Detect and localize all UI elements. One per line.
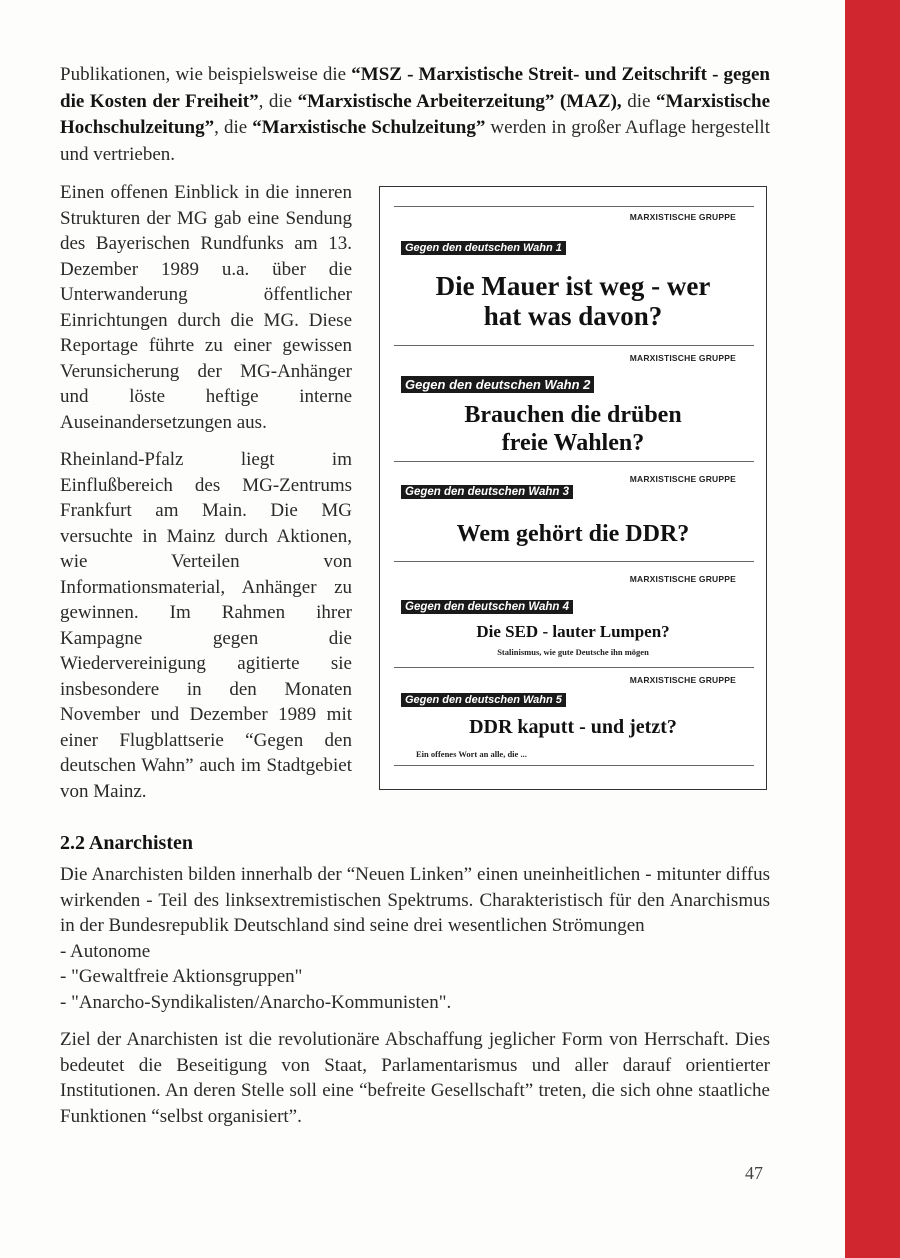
list-item: - "Anarcho-Syndikalisten/Anarcho-Kommunisten". <box>60 991 452 1013</box>
leaflet-org: MARXISTISCHE GRUPPE <box>629 353 736 363</box>
leaflet-divider <box>394 345 754 346</box>
page-number: 47 <box>745 1163 763 1183</box>
leaflet-tag: Gegen den deutschen Wahn 2 <box>401 376 594 393</box>
leaflet-headline: Wem gehört die DDR? <box>456 521 690 547</box>
leaflet-divider <box>394 765 754 766</box>
section-heading: 2.2 Anarchisten <box>60 832 193 854</box>
red-edge-bar <box>845 0 900 1258</box>
leaflet-tag: Gegen den deutschen Wahn 3 <box>401 485 573 499</box>
section-paragraph-2: Ziel der Anarchisten ist die revolutionäre Abschaffung jeglicher Form von Herrschaft. Dies bedeutet die Beseitigung von Staat, Parlamentarismus und aller darauf orientierter Institutionen. An deren Stelle soll eine “befreite Gesellschaft” treten, die sich ohne staatliche Funktionen “selbst organisiert”. <box>60 1029 770 1127</box>
leaflet-org: MARXISTISCHE GRUPPE <box>629 212 736 222</box>
leaflet-tag: Gegen den deutschen Wahn 4 <box>401 600 573 614</box>
leaflet-headline: Die SED - lauter Lumpen? <box>476 622 670 641</box>
leaflet-subline: Ein offenes Wort an alle, die ... <box>416 749 527 759</box>
leaflet-collage <box>379 186 767 790</box>
leaflet-headline: DDR kaputt - und jetzt? <box>469 716 677 738</box>
leaflet-subline: Stalinismus, wie gute Deutsche ihn mögen <box>497 647 649 657</box>
leaflet-headline: Brauchen die drüben freie Wahlen? <box>464 402 682 456</box>
leaflet-divider <box>394 561 754 562</box>
list-item: - "Gewaltfreie Aktionsgruppen" <box>60 966 303 987</box>
intro-paragraph: Publikationen, wie beispielsweise die “MSZ - Marxistische Streit- und Zeitschrift - gegen die Kosten der Freiheit”, die “Marxistische Arbeiterzeitung” (MAZ), die “Marxistische Hochschulzeitung”, die “Marxistische Schulzeitung” werden in großer Auflage hergestellt und vertrieben. <box>60 64 771 165</box>
leaflet-tag: Gegen den deutschen Wahn 5 <box>401 693 566 707</box>
left-column-text <box>60 180 352 816</box>
leaflet-org: MARXISTISCHE GRUPPE <box>629 574 736 584</box>
leaflet-org: MARXISTISCHE GRUPPE <box>629 474 736 484</box>
leaflet-headline: Die Mauer ist weg - wer hat was davon? <box>435 271 711 331</box>
leaflet-divider <box>394 667 754 668</box>
leaflet-tag: Gegen den deutschen Wahn 1 <box>401 241 566 255</box>
currents-list <box>60 939 770 1016</box>
anarchists-section <box>60 862 770 1141</box>
leaflet-org: MARXISTISCHE GRUPPE <box>629 675 736 685</box>
left-paragraph-1: Einen offenen Einblick in die inneren Strukturen der MG gab eine Sendung des Bayerischen Rundfunks am 13. Dezember 1989 u.a. über die Unterwanderung öffentlicher Einrichtungen durch die MG. Diese Reportage führte zu einer gewissen Verunsicherung der MG-Anhänger und löste heftige interne Auseinandersetzungen aus. <box>60 182 352 433</box>
leaflet-divider <box>394 206 754 207</box>
left-paragraph-2: Rheinland-Pfalz liegt im Einflußbereich des MG-Zentrums Frankfurt am Main. Die MG versuchte in Mainz durch Aktionen, wie Verteilen von Informationsmaterial, Anhänger zu gewinnen. Im Rahmen ihrer Kampagne gegen die Wiedervereinigung agitierte sie insbesondere in den Monaten November und Dezember 1989 mit einer Flugblattserie “Gegen den deutschen Wahn” auch im Stadtgebiet von Mainz. <box>60 449 352 802</box>
list-item: - Autonome <box>60 940 151 962</box>
section-paragraph-1: Die Anarchisten bilden innerhalb der “Neuen Linken” einen uneinheitlichen - mitunter diffus wirkenden - Teil des linksextremistischen Spektrums. Charakteristisch für den Anarchismus in der Bundesrepublik Deutschland sind seine drei wesentlichen Strömungen <box>60 864 770 936</box>
leaflet-divider <box>394 461 754 462</box>
